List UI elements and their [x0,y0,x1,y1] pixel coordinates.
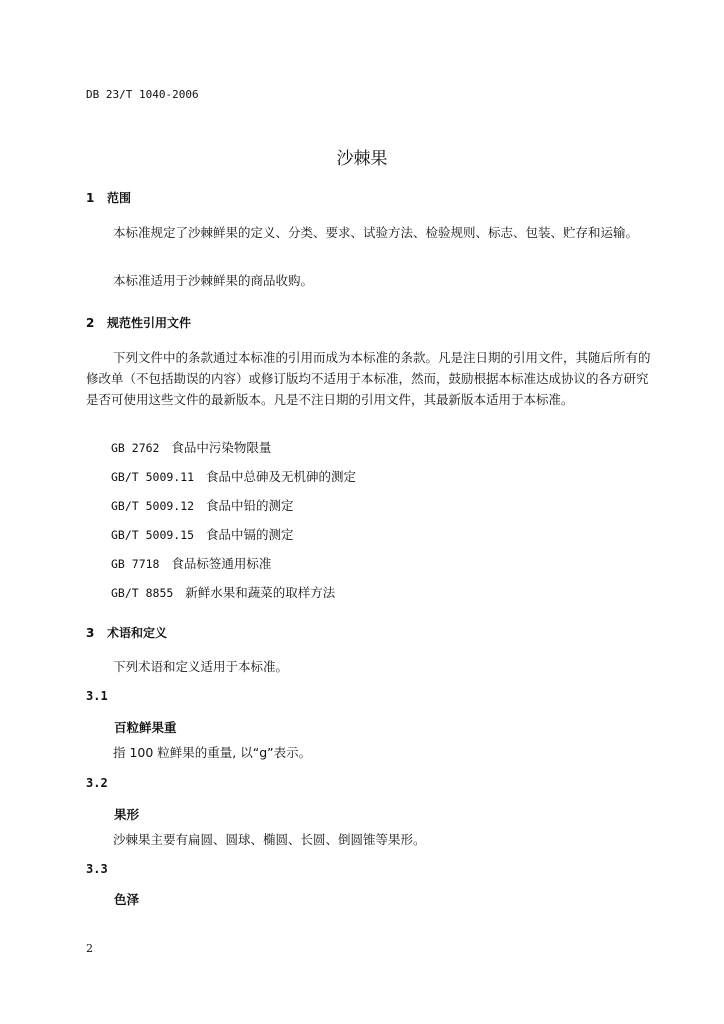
scope-paragraph-2: 本标准适用于沙棘鲜果的商品收购。 [113,273,314,288]
reference-title: 食品中总砷及无机砷的测定 [206,469,357,484]
reference-item [111,496,294,514]
reference-code: GB/T 5009.11 [111,470,195,484]
reference-title: 食品标签通用标准 [171,556,272,571]
section-number: 3 [86,626,95,640]
standard-code: DB 23/T 1040-2006 [86,88,199,101]
reference-code: GB 7718 [111,557,160,571]
term-number: 3.1 [86,689,108,703]
reference-title: 新鲜水果和蔬菜的取样方法 [185,585,336,600]
section-title: 范围 [107,191,132,205]
section-heading-normative-refs [86,314,191,331]
section-heading-scope [86,189,131,206]
section-heading-terms [86,624,167,641]
section-number: 2 [86,316,95,330]
term-number: 3.3 [86,862,108,876]
term-name: 果形 [114,807,140,822]
reference-code: GB 2762 [111,441,160,455]
normative-refs-intro: 下列文件中的条款通过本标准的引用而成为本标准的条款。凡是注日期的引用文件，其随后所有的修改单（不包括勘误的内容）或修订版均不适用于本标准，然而，鼓励根据本标准达成协议的各方研究是否可使用这些文件的最新版本。凡是不注日期的引用文件，其最新版本适用于本标准。 [86,350,651,407]
reference-title: 食品中镉的测定 [206,527,294,542]
reference-code: GB/T 8855 [111,586,174,600]
reference-title: 食品中铅的测定 [206,498,294,513]
reference-item [111,525,294,543]
term-definition: 沙棘果主要有扁圆、圆球、椭圆、长圆、倒圆锥等果形。 [113,832,426,847]
reference-code: GB/T 5009.12 [111,499,195,513]
section-title: 规范性引用文件 [107,316,192,330]
reference-item [111,438,271,456]
page-number: 2 [86,942,93,955]
reference-item [111,467,356,485]
section-title: 术语和定义 [107,626,168,640]
scope-paragraph-1: 本标准规定了沙棘鲜果的定义、分类、要求、试验方法、检验规则、标志、包装、贮存和运输。 [113,225,639,240]
term-number: 3.2 [86,776,108,790]
document-title: 沙棘果 [336,149,388,169]
reference-item [111,554,271,572]
term-name: 色泽 [114,892,140,907]
term-name: 百粒鲜果重 [114,720,177,735]
reference-code: GB/T 5009.15 [111,528,195,542]
terms-intro: 下列术语和定义适用于本标准。 [113,659,289,674]
reference-item [111,583,335,601]
reference-title: 食品中污染物限量 [171,440,272,455]
section-number: 1 [86,191,95,205]
term-definition: 指 100 粒鲜果的重量, 以“g”表示。 [113,745,312,760]
